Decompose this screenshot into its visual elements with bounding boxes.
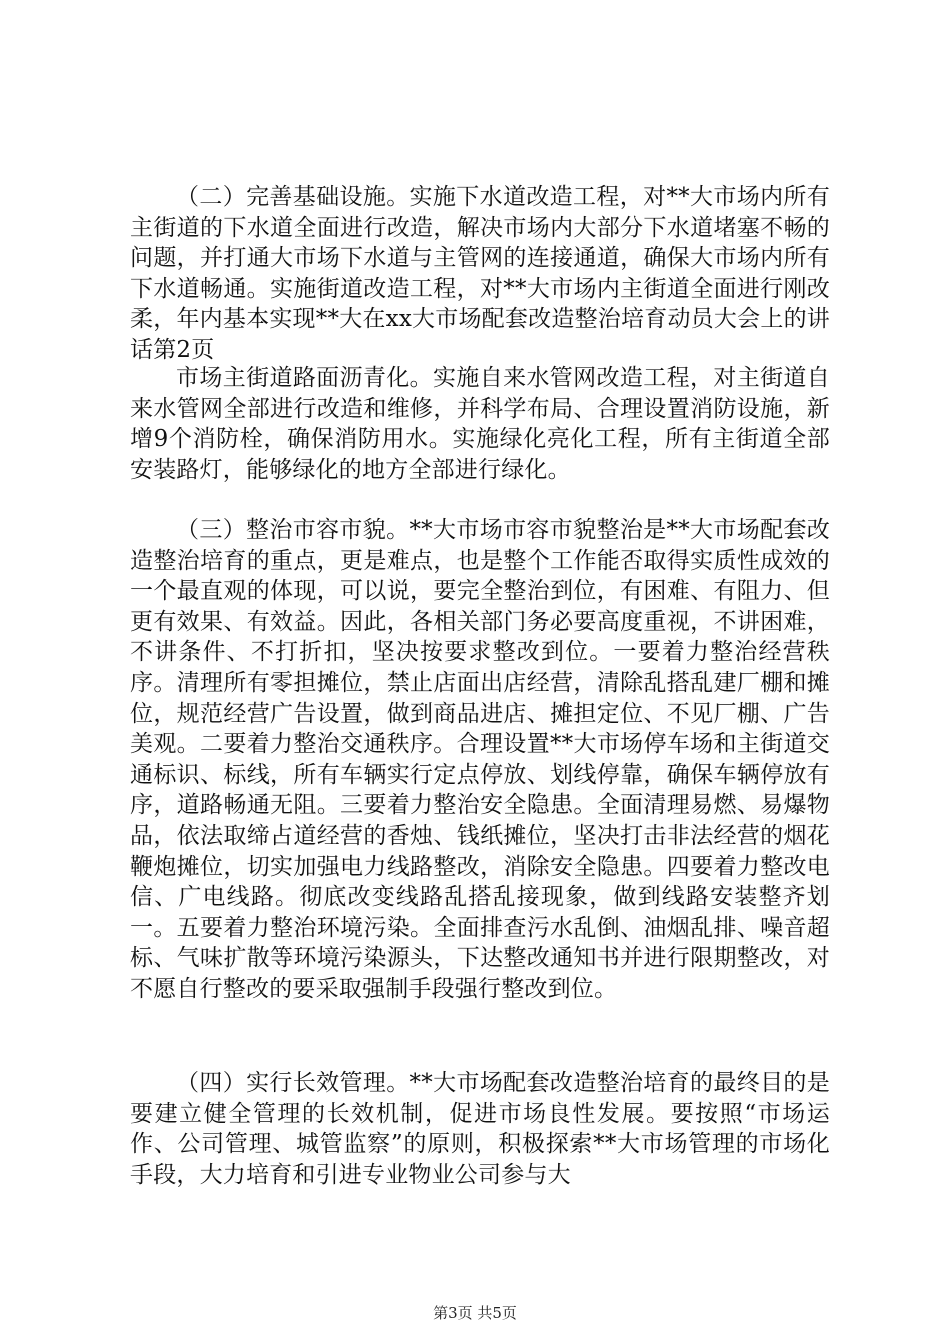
paragraph-text: （二）完善基础设施。实施下水道改造工程，对**大市场内所有主街道的下水道全面进行改造，解决市场内大部分下水道堵塞不畅的问题，并打通大市场下水道与主管网的连接通道，确保大市场内所有下水道畅通。实施街道改造工程，对**大市场内主街道全面进行刚改柔，年内基本实现**大在xx大市场配套改造整治培育动员大会上的讲话第2页 <box>130 184 830 363</box>
paragraph-infrastructure <box>130 182 830 366</box>
paragraph-text: （四）实行长效管理。**大市场配套改造整治培育的最终目的是要建立健全管理的长效机制，促进市场良性发展。要按照“市场运作、公司管理、城管监察”的原则，积极探索**大市场管理的市场化手段，大力培育和引进专业物业公司参与大 <box>130 1070 830 1188</box>
paragraph-long-term-management <box>130 1068 830 1190</box>
paragraph-infrastructure-continued <box>130 363 830 485</box>
paragraph-text: 市场主街道路面沥青化。实施自来水管网改造工程，对主街道自来水管网全部进行改造和维修，并科学布局、合理设置消防设施，新增9个消防栓，确保消防用水。实施绿化亮化工程，所有主街道全部安装路灯，能够绿化的地方全部进行绿化。 <box>130 365 830 483</box>
paragraph-city-appearance <box>130 515 830 1005</box>
paragraph-text: （三）整治市容市貌。**大市场市容市貌整治是**大市场配套改造整治培育的重点，更是难点，也是整个工作能否取得实质性成效的一个最直观的体现，可以说，要完全整治到位，有困难、有阻力、但更有效果、有效益。因此，各相关部门务必要高度重视，不讲困难，不讲条件、不打折扣，坚决按要求整改到位。一要着力整治经营秩序。清理所有零担摊位，禁止店面出店经营，清除乱搭乱建厂棚和摊位，规范经营广告设置，做到商品进店、摊担定位、不见厂棚、广告美观。二要着力整治交通秩序。合理设置**大市场停车场和主街道交通标识、标线，所有车辆实行定点停放、划线停靠，确保车辆停放有序，道路畅通无阻。三要着力整治安全隐患。全面清理易燃、易爆物品，依法取缔占道经营的香烛、钱纸摊位，坚决打击非法经营的烟花鞭炮摊位，切实加强电力线路整改，消除安全隐患。四要着力整改电信、广电线路。彻底改变线路乱搭乱接现象，做到线路安装整齐划一。五要着力整治环境污染。全面排查污水乱倒、油烟乱排、噪音超标、气味扩散等环境污染源头，下达整改通知书并进行限期整改，对不愿自行整改的要采取强制手段强行整改到位。 <box>130 517 830 1002</box>
page-footer: 第3页 共5页 <box>433 1304 517 1322</box>
